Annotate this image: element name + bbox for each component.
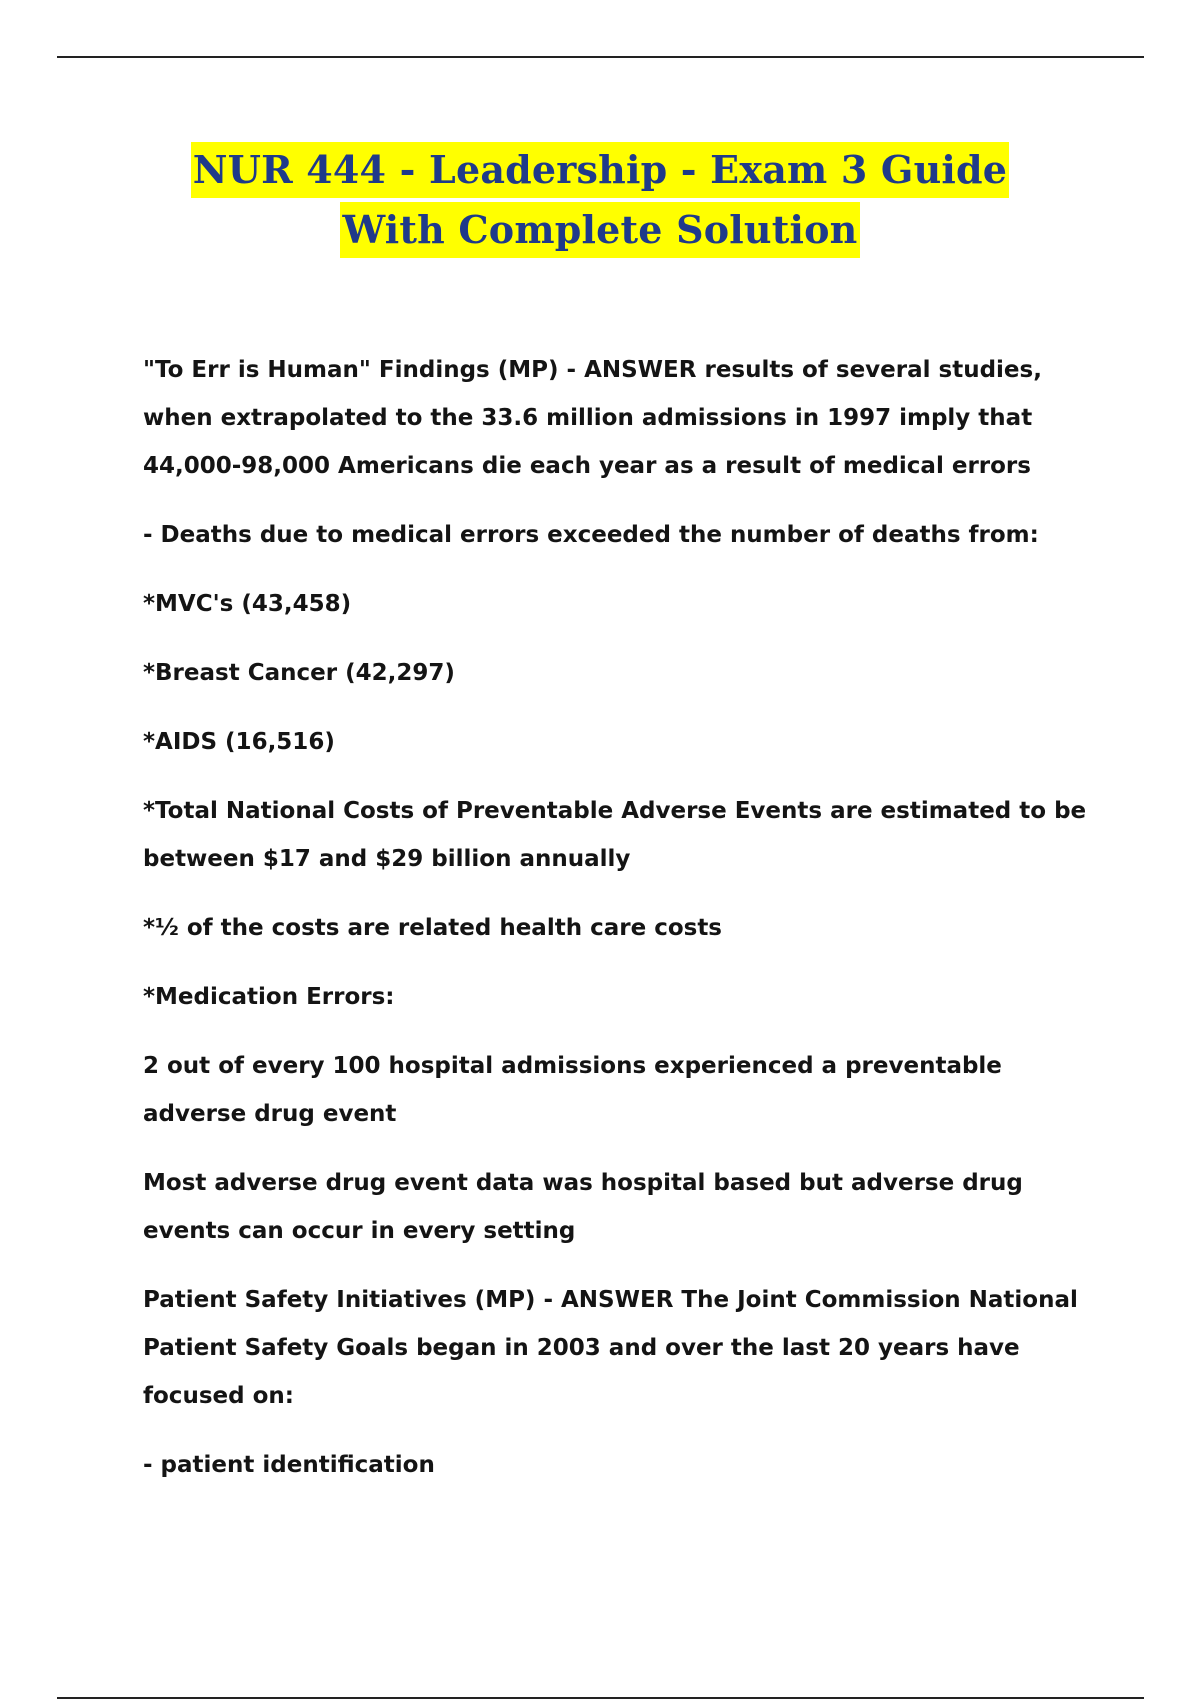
paragraph-total-costs: *Total National Costs of Preventable Adverse Events are estimated to be between $17 and $29 billion annually [143, 798, 1087, 872]
document-title [0, 142, 1200, 262]
document-body [143, 346, 1093, 1510]
header-rule [57, 56, 1144, 58]
paragraph-half-costs: *½ of the costs are related health care costs [143, 915, 722, 941]
paragraph-adverse-drug-data: Most adverse drug event data was hospital based but adverse drug events can occur in every setting [143, 1170, 1023, 1244]
footer-rule [57, 1697, 1144, 1699]
paragraph-to-err-is-human: "To Err is Human" Findings (MP) - ANSWER results of several studies, when extrapolated to the 33.6 million admissions in 1997 imply that 44,000-98,000 Americans die each year as a result of medical errors [143, 357, 1042, 479]
paragraph-patient-identification: - patient identification [143, 1452, 435, 1478]
paragraph-mvc: *MVC's (43,458) [143, 591, 352, 617]
paragraph-admissions-adverse-event: 2 out of every 100 hospital admissions experienced a preventable adverse drug event [143, 1053, 1002, 1127]
paragraph-aids: *AIDS (16,516) [143, 729, 335, 755]
paragraph-deaths-exceeded: - Deaths due to medical errors exceeded the number of deaths from: [143, 522, 1039, 548]
title-line-1: NUR 444 - Leadership - Exam 3 Guide [191, 142, 1009, 198]
paragraph-breast-cancer: *Breast Cancer (42,297) [143, 660, 455, 686]
paragraph-patient-safety-initiatives: Patient Safety Initiatives (MP) - ANSWER The Joint Commission National Patient Safety Goals began in 2003 and over the last 20 years have focused on: [143, 1287, 1078, 1409]
paragraph-medication-errors: *Medication Errors: [143, 984, 395, 1010]
title-line-2: With Complete Solution [340, 202, 859, 258]
